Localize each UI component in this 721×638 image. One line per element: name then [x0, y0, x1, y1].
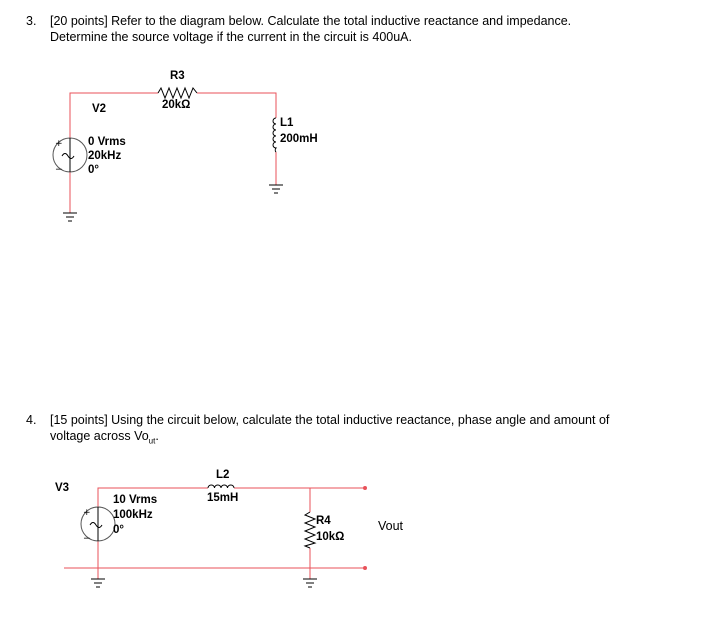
svg-text:+: + — [83, 508, 91, 518]
svg-text:+: + — [55, 139, 63, 149]
resistor-r4-value: 10kΩ — [316, 531, 345, 543]
resistor-r3-name: R3 — [170, 70, 185, 82]
svg-text:−: − — [55, 165, 63, 175]
question-4-line-2-main: voltage across Vo — [50, 429, 149, 443]
source-v3-symbol — [81, 507, 115, 544]
circuit-1 — [53, 70, 318, 221]
question-4-line-1: [15 points] Using the circuit below, calculate the total inductive reactance, phase angle and amount of — [50, 413, 610, 427]
inductor-l1-name: L1 — [280, 117, 294, 129]
question-4-line-2-end: . — [155, 429, 159, 443]
circuit-1-wire-right-top — [197, 93, 276, 118]
vout-terminal-top — [363, 486, 367, 490]
resistor-r3-symbol — [158, 88, 197, 98]
svg-text:−: − — [83, 534, 91, 544]
resistor-r4-name: R4 — [316, 515, 331, 527]
inductor-l1-symbol — [273, 118, 276, 152]
inductor-l2-symbol — [208, 485, 234, 488]
question-4-number: 4. — [26, 413, 37, 427]
question-4-line-2-sub: ut — [148, 436, 156, 446]
circuit-2-ground-source — [91, 579, 105, 587]
circuit-2 — [55, 469, 404, 587]
source-v2-symbol — [53, 138, 87, 175]
circuit-1-ground-inductor — [269, 185, 283, 193]
inductor-l2-value: 15mH — [207, 492, 239, 504]
circuit-1-wire-left-top — [70, 93, 158, 138]
inductor-l2-name: L2 — [216, 469, 230, 481]
vout-terminal-bottom — [363, 566, 367, 570]
source-v3-voltage: 10 Vrms — [113, 494, 158, 506]
resistor-r3-value: 20kΩ — [162, 99, 191, 111]
question-3-number: 3. — [26, 14, 37, 28]
source-v2-phase: 0° — [88, 164, 99, 176]
source-v3-name: V3 — [55, 482, 70, 494]
circuit-1-ground-source — [63, 213, 77, 221]
source-v3-frequency: 100kHz — [113, 509, 153, 521]
vout-label: Vout — [378, 519, 404, 533]
question-3-line-1: [20 points] Refer to the diagram below. Calculate the total inductive reactance and impedance. — [50, 14, 572, 28]
circuit-2-ground-r4 — [303, 579, 317, 587]
source-v2-name: V2 — [92, 103, 107, 115]
source-v2-frequency: 20kHz — [88, 150, 122, 162]
source-v2-voltage: 0 Vrms — [88, 136, 126, 148]
question-3-line-2: Determine the source voltage if the current in the circuit is 400uA. — [50, 30, 412, 44]
source-v3-phase: 0° — [113, 524, 124, 536]
resistor-r4-symbol — [305, 512, 315, 548]
inductor-l1-value: 200mH — [280, 133, 318, 145]
